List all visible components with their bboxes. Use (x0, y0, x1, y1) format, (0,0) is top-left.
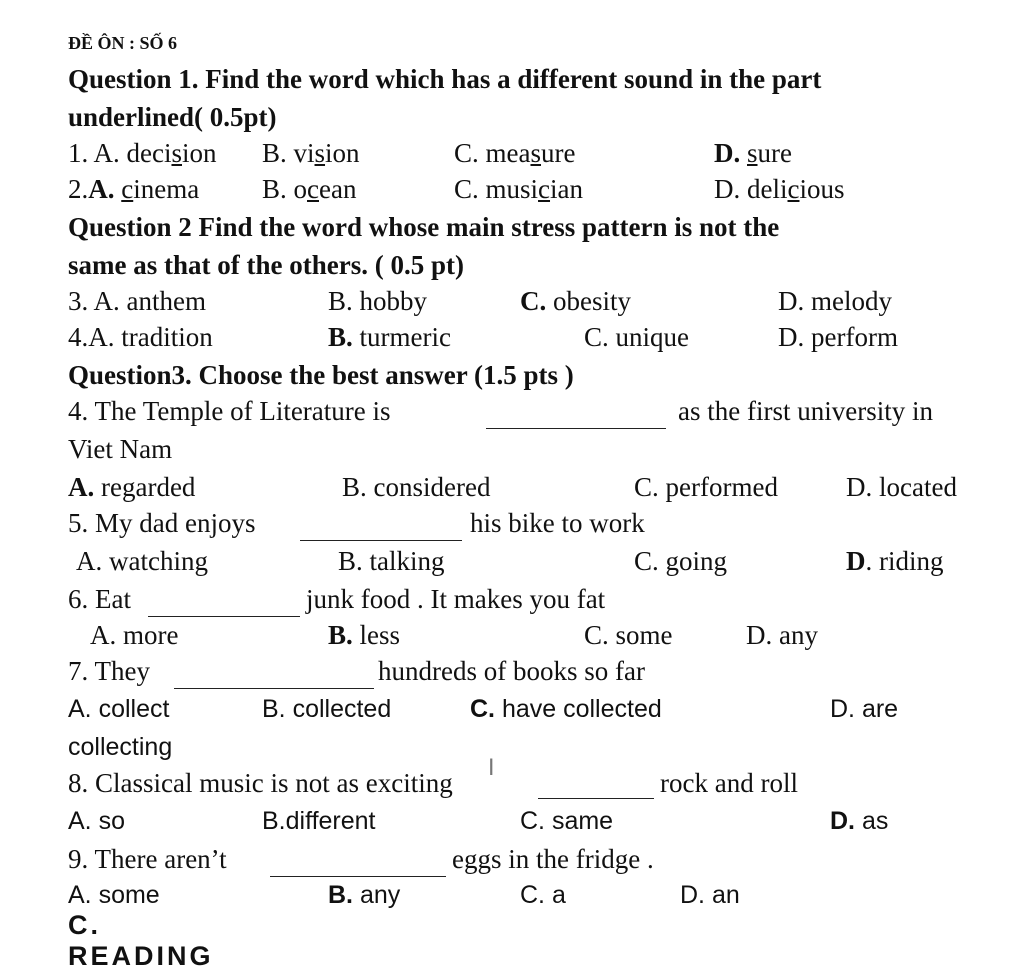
question-1-title: Question 1. Find the word which has a different sound in the part (68, 64, 822, 94)
q5-option-b: B. talking (338, 546, 445, 576)
q2-row-4-option-a: 4.A. tradition (68, 322, 213, 352)
q7-option-b: B. collected (262, 695, 392, 723)
q2-row-4-option-d: D. perform (778, 322, 898, 352)
q4-answer-blank (486, 404, 666, 429)
q7-stem-start: 7. They (68, 656, 150, 686)
q9-option-b: B. any (328, 881, 401, 909)
q4-option-c: C. performed (634, 472, 778, 502)
q8-stem-start: 8. Classical music is not as exciting (68, 768, 453, 798)
q7-option-a: A. collect (68, 695, 170, 723)
question-1-title-cont: underlined( 0.5pt) (68, 102, 277, 132)
q8-option-d: D. as (830, 807, 889, 835)
q4-stem-start: 4. The Temple of Literature is (68, 396, 391, 426)
q2-row-3-option-a: 3. A. anthem (68, 286, 206, 316)
question-3-title: Question3. Choose the best answer (1.5 pts ) (68, 360, 574, 390)
q7-option-c: C. have collected (470, 695, 662, 723)
q2-row-3-option-b: B. hobby (328, 286, 428, 316)
q9-stem-end: eggs in the fridge . (452, 844, 654, 874)
q4-option-a: A. regarded (68, 472, 196, 502)
q9-answer-blank (270, 852, 446, 877)
q5-stem-start: 5. My dad enjoys (68, 508, 256, 538)
q9-option-a: A. some (68, 881, 160, 909)
q1-row-1-option-c: C. measure (454, 138, 576, 168)
q6-option-a: A. more (90, 620, 179, 650)
q2-row-3-option-c: C. obesity (520, 286, 631, 316)
q5-option-c: C. going (634, 546, 728, 576)
test-header: ĐỀ ÔN : SỐ 6 (68, 33, 178, 53)
q9-option-d: D. an (680, 881, 740, 909)
q7-option-d: D. are (830, 695, 899, 723)
q8-stem-end: rock and roll (660, 768, 798, 798)
q2-row-3-option-d: D. melody (778, 286, 892, 316)
reading-section-heading: C. READING (68, 910, 214, 971)
q4-stem-end: as the first university in (678, 396, 933, 426)
q1-row-2-option-c: C. musician (454, 174, 584, 204)
q8-option-a: A. so (68, 807, 125, 835)
text-cursor-icon: I (488, 756, 495, 781)
q1-row-2-option-d: D. delicious (714, 174, 845, 204)
q4-option-d: D. located (846, 472, 957, 502)
q4-stem-cont: Viet Nam (68, 434, 173, 464)
q1-row-2-option-b: B. ocean (262, 174, 357, 204)
q2-row-4-option-b: B. turmeric (328, 322, 451, 352)
q6-option-c: C. some (584, 620, 673, 650)
q6-stem-end: junk food . It makes you fat (306, 584, 606, 614)
q1-row-1-option-a: 1. A. decision (68, 138, 217, 168)
q7-answer-blank (174, 664, 374, 689)
q1-row-1-option-d: D. sure (714, 138, 792, 168)
q6-option-b: B. less (328, 620, 401, 650)
q5-option-d: D. riding (846, 546, 944, 576)
q6-answer-blank (148, 592, 300, 617)
q4-option-b: B. considered (342, 472, 491, 502)
q8-answer-blank (538, 774, 654, 799)
q8-option-c: C. same (520, 807, 614, 835)
q5-answer-blank (300, 516, 462, 541)
q2-row-4-option-c: C. unique (584, 322, 689, 352)
q6-stem-start: 6. Eat (68, 584, 131, 614)
q9-option-c: C. a (520, 881, 566, 909)
question-2-title-cont: same as that of the others. ( 0.5 pt) (68, 250, 464, 280)
q6-option-d: D. any (746, 620, 818, 650)
q1-row-1-option-b: B. vision (262, 138, 360, 168)
q9-stem-start: 9. There aren’t (68, 844, 227, 874)
q7-stem-end: hundreds of books so far (378, 656, 645, 686)
q7-option-d-cont: collecting (68, 733, 173, 761)
q5-option-a: A. watching (76, 546, 208, 576)
q5-stem-end: his bike to work (470, 508, 645, 538)
q8-option-b: B.different (262, 807, 376, 835)
question-2-title: Question 2 Find the word whose main stress pattern is not the (68, 212, 780, 242)
q1-row-2-option-a: 2.A. cinema (68, 174, 200, 204)
